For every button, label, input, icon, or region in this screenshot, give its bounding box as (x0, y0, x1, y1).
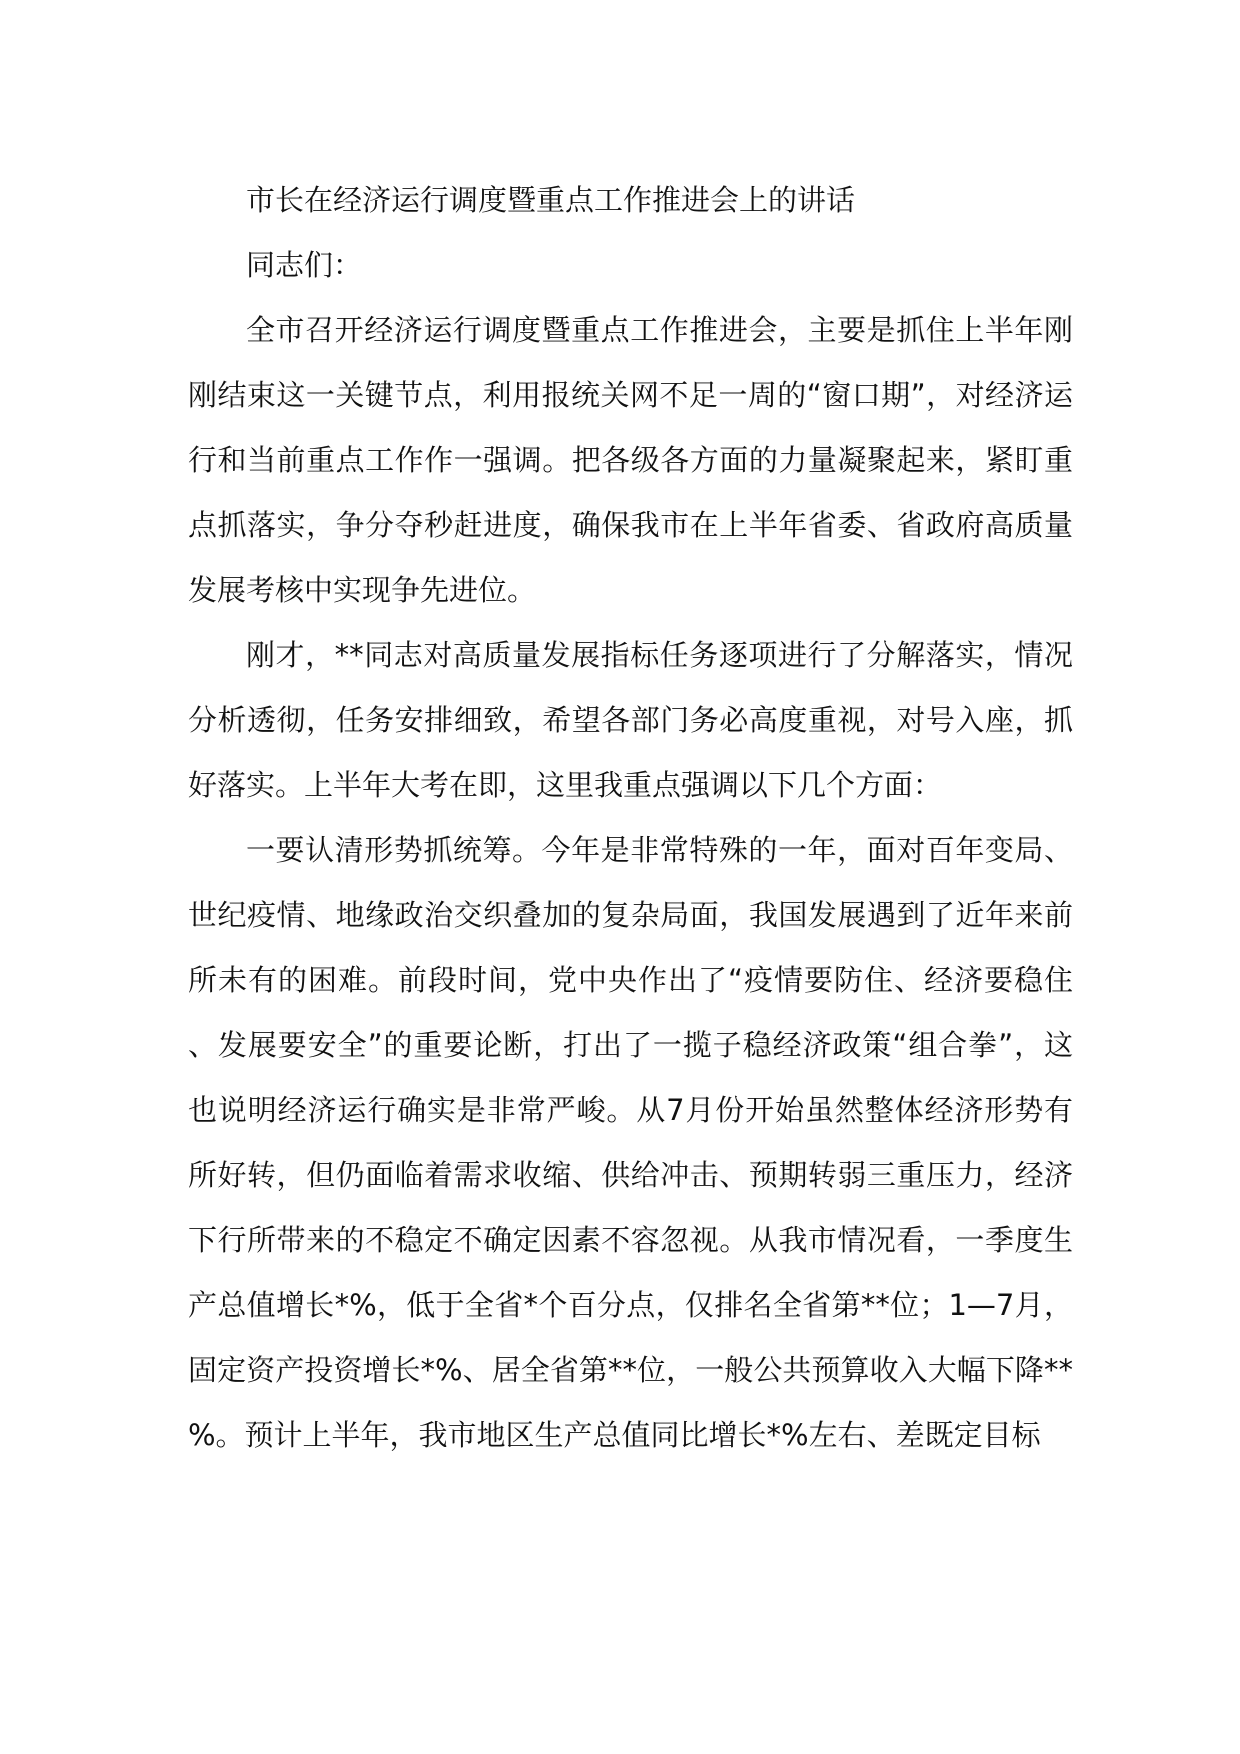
salutation: 同志们： (246, 248, 363, 282)
document-body (188, 168, 1073, 1468)
paragraph-3: 一要认清形势抓统筹。今年是非常特殊的一年，面对百年变局、世纪疫情、地缘政治交织叠加的复杂局面，我国发展遇到了近年来前所未有的困难。前段时间，党中央作出了“疫情要防住、经济要稳住、发展要安全”的重要论断，打出了一揽子稳经济政策“组合拳”，这也说明经济运行确实是非常严峻。从7月份开始虽然整体经济形势有所好转，但仍面临着需求收缩、供给冲击、预期转弱三重压力，经济下行所带来的不稳定不确定因素不容忽视。从我市情况看，一季度生产总值增长*%，低于全省*个百分点，仅排名全省第**位；1—7月，固定资产投资增长*%、居全省第**位，一般公共预算收入大幅下降**%。预计上半年，我市地区生产总值同比增长*%左右、差既定目标 (188, 833, 1073, 1452)
paragraph-2: 刚才，**同志对高质量发展指标任务逐项进行了分解落实，情况分析透彻，任务安排细致，希望各部门务必高度重视，对号入座，抓好落实。上半年大考在即，这里我重点强调以下几个方面： (188, 638, 1073, 802)
paragraph-1: 全市召开经济运行调度暨重点工作推进会，主要是抓住上半年刚刚结束这一关键节点，利用报统关网不足一周的“窗口期”，对经济运行和当前重点工作作一强调。把各级各方面的力量凝聚起来，紧盯重点抓落实，争分夺秒赶进度，确保我市在上半年省委、省政府高质量发展考核中实现争先进位。 (188, 313, 1073, 607)
document-title: 市长在经济运行调度暨重点工作推进会上的讲话 (246, 183, 856, 217)
